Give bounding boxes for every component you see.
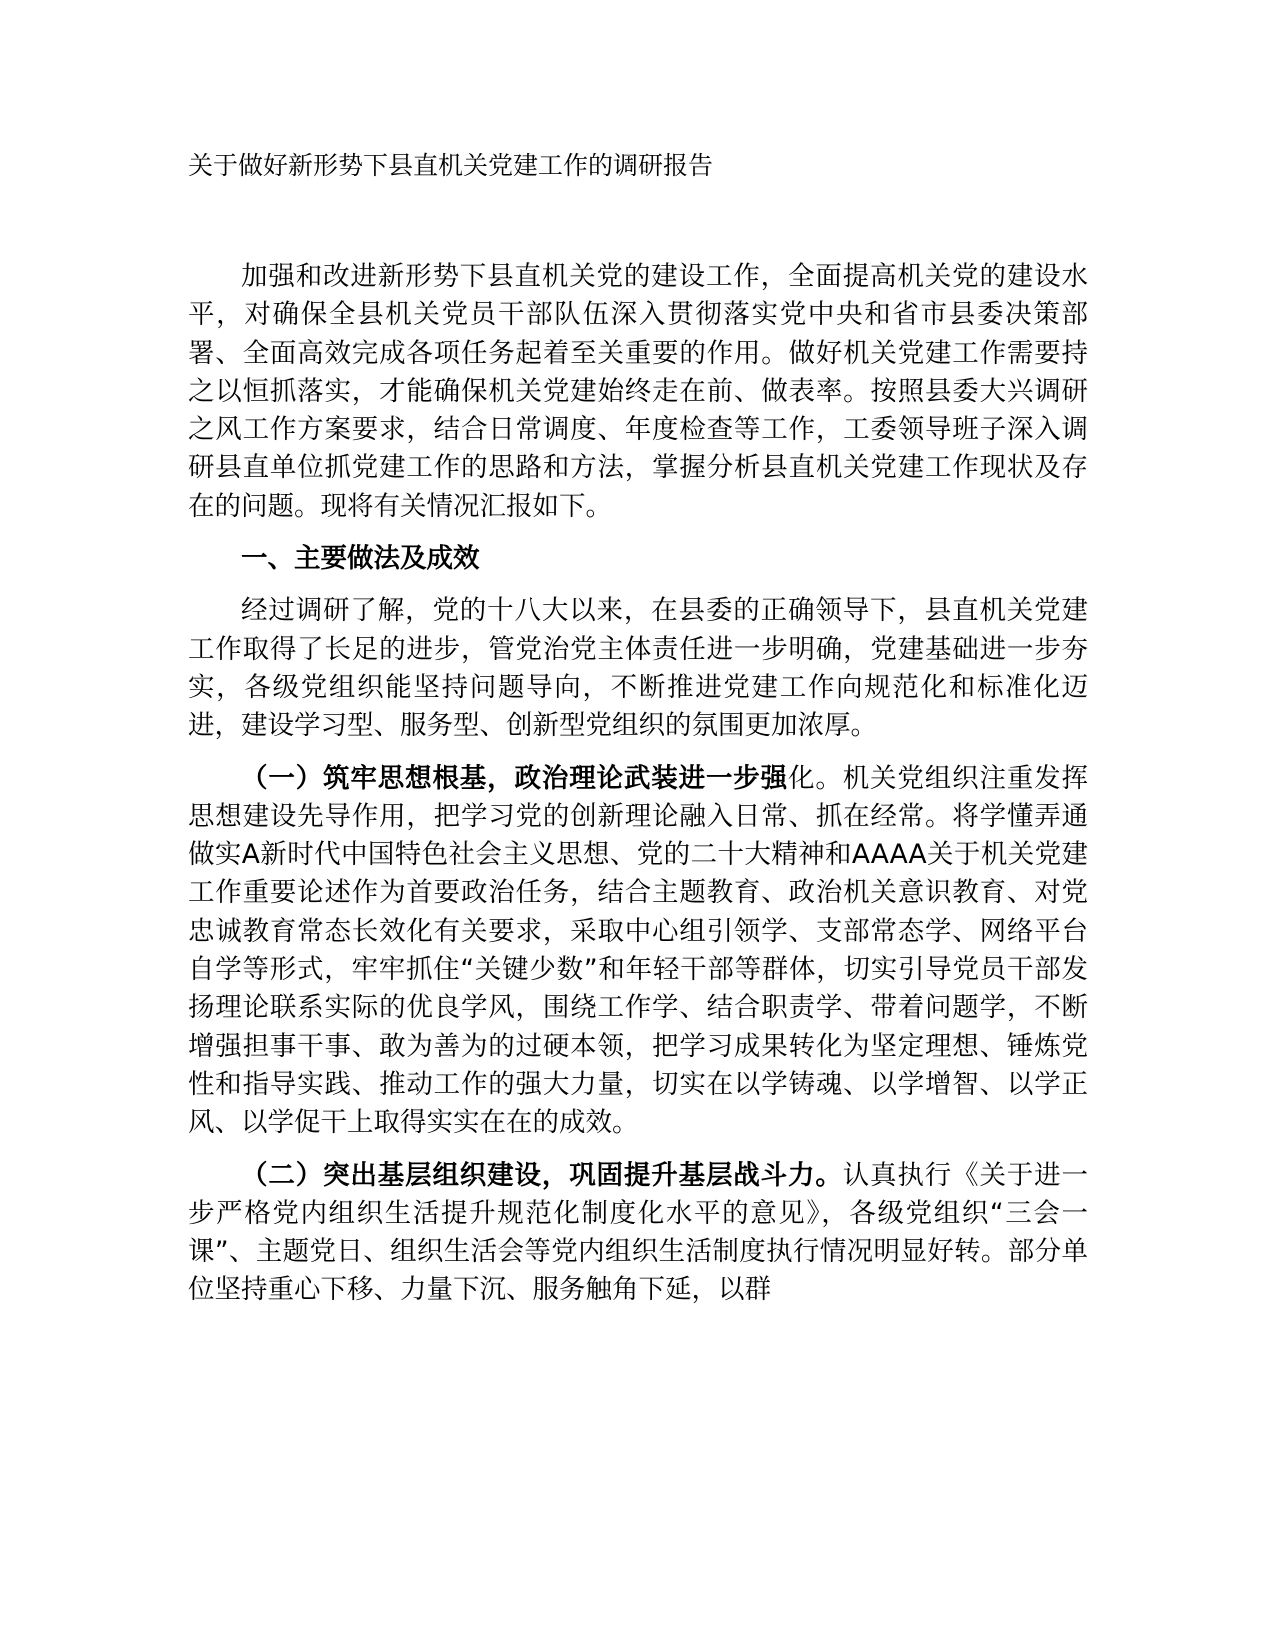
section-paragraph: 经过调研了解，党的十八大以来，在县委的正确领导下，县直机关党建工作取得了长足的进步，管党治党主体责任进一步明确，党建基础进一步夯实，各级党组织能坚持问题导向，不断推进党建工作向规范化和标准化迈进，建设学习型、服务型、创新型党组织的氛围更加浓厚。 <box>188 595 1088 742</box>
item-paragraph-2 <box>188 1157 1088 1310</box>
item-paragraph-1 <box>188 760 1088 1143</box>
item-lead-2: （二）突出基层组织建设，巩固提升基层战斗力。 <box>241 1159 843 1191</box>
document-body <box>188 258 1088 1324</box>
section-heading: 一、主要做法及成效 <box>241 543 480 575</box>
item-text-1: 化。机关党组织注重发挥思想建设先导作用，把学习党的创新理论融入日常、抓在经常。将学懂弄通做实A新时代中国特色社会主义思想、党的二十大精神和AAAA关于机关党建工作重要论述作为首要政治任务，结合主题教育、政治机关意识教育、对党忠诚教育常态长效化有关要求，采取中心组引领学、支部常态学、网络平台自学等形式，牢牢抓住“关键少数”和年轻干部等群体，切实引导党员干部发扬理论联系实际的优良学风，围绕工作学、结合职责学、带着问题学，不断增强担事干事、敢为善为的过硬本领，把学习成果转化为坚定理想、锤炼党性和指导实践、推动工作的强大力量，切实在以学铸魂、以学增智、以学正风、以学促干上取得实实在在的成效。 <box>188 762 1088 1139</box>
intro-paragraph: 加强和改进新形势下县直机关党的建设工作，全面提高机关党的建设水平，对确保全县机关党员干部队伍深入贯彻落实党中央和省市县委决策部署、全面高效完成各项任务起着至关重要的作用。做好机关党建工作需要持之以恒抓落实，才能确保机关党建始终走在前、做表率。按照县委大兴调研之风工作方案要求，结合日常调度、年度检查等工作，工委领导班子深入调研县直单位抓党建工作的思路和方法，掌握分析县直机关党建工作现状及存在的问题。现将有关情况汇报如下。 <box>188 261 1088 522</box>
item-text-2: 认真执行《关于进一步严格党内组织生活提升规范化制度化水平的意见》，各级党组织“三会一课”、主题党日、组织生活会等党内组织生活制度执行情况明显好转。部分单位坚持重心下移、力量下沉、服务触角下延，以群 <box>188 1159 1089 1306</box>
item-lead-1: （一）筑牢思想根基，政治理论武装进一步强 <box>241 762 788 794</box>
document-title: 关于做好新形势下县直机关党建工作的调研报告 <box>188 151 714 180</box>
